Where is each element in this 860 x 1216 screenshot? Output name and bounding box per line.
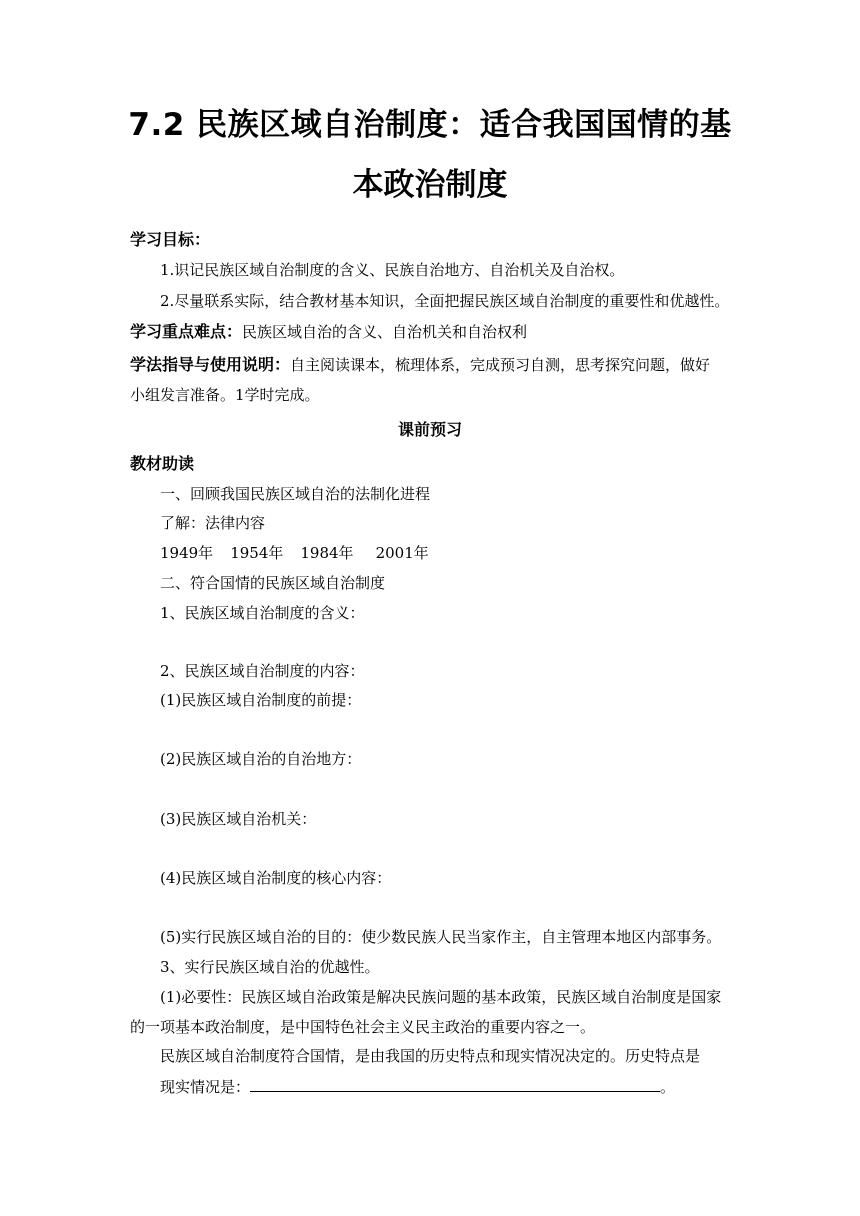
reality-blank[interactable] (250, 1079, 660, 1092)
objective-item-1: 1.识记民族区域自治制度的含义、民族自治地方、自治机关及自治权。 (160, 261, 625, 279)
reality-end: 。 (660, 1078, 676, 1096)
key-points-row (130, 324, 527, 340)
review-heading: 一、回顾我国民族区域自治的法制化进程 (160, 485, 431, 503)
year-1949: 1949年 (160, 544, 214, 562)
key-points-label: 学习重点难点： (130, 322, 243, 341)
meaning-line: 1、民族区域自治制度的含义： (160, 604, 365, 622)
necessity-line-2: 的一项基本政治制度，是中国特色社会主义民主政治的重要内容之一。 (130, 1018, 596, 1036)
document-title-line-1: 7.2 民族区域自治制度：适合我国国情的基 (128, 107, 732, 143)
year-1984: 1984年 (300, 544, 354, 562)
guidance-label: 学法指导与使用说明： (130, 355, 291, 374)
section-title: 课前预习 (397, 420, 462, 439)
reality-label: 现实情况是： (160, 1078, 251, 1096)
guidance-text-1: 自主阅读课本，梳理体系，完成预习自测，思考探究问题，做好 (290, 356, 711, 374)
guidance-row (130, 357, 710, 373)
content-line: 2、民族区域自治制度的内容： (160, 662, 365, 680)
premise-line: (1)民族区域自治制度的前提： (160, 691, 362, 709)
reality-row (160, 1079, 675, 1095)
autonomous-organs-line: (3)民族区域自治机关： (160, 810, 317, 828)
reading-heading: 教材助读 (130, 454, 195, 473)
learn-line: 了解：法律内容 (160, 514, 266, 532)
years-row (160, 546, 429, 561)
document-title-line-2: 本政治制度 (352, 167, 508, 203)
year-2001: 2001年 (375, 544, 429, 562)
objectives-label: 学习目标： (130, 230, 211, 249)
superiority-heading: 3、实行民族区域自治的优越性。 (160, 958, 380, 976)
year-1954: 1954年 (230, 544, 284, 562)
autonomous-areas-line: (2)民族区域自治的自治地方： (160, 750, 362, 768)
key-points-text: 民族区域自治的含义、自治机关和自治权利 (242, 323, 528, 341)
purpose-line: (5)实行民族区域自治的目的：使少数民族人民当家作主，自主管理本地区内部事务。 (160, 928, 722, 946)
guidance-text-2: 小组发言准备。1学时完成。 (130, 386, 320, 404)
core-content-line: (4)民族区域自治制度的核心内容： (160, 869, 392, 887)
section-two-heading: 二、符合国情的民族区域自治制度 (160, 574, 386, 592)
history-line: 民族区域自治制度符合国情，是由我国的历史特点和现实情况决定的。历史特点是 (160, 1047, 701, 1065)
necessity-line-1: (1)必要性：民族区域自治政策是解决民族问题的基本政策，民族区域自治制度是国家 (160, 988, 722, 1006)
objective-item-2: 2.尽量联系实际，结合教材基本知识，全面把握民族区域自治制度的重要性和优越性。 (160, 292, 730, 310)
